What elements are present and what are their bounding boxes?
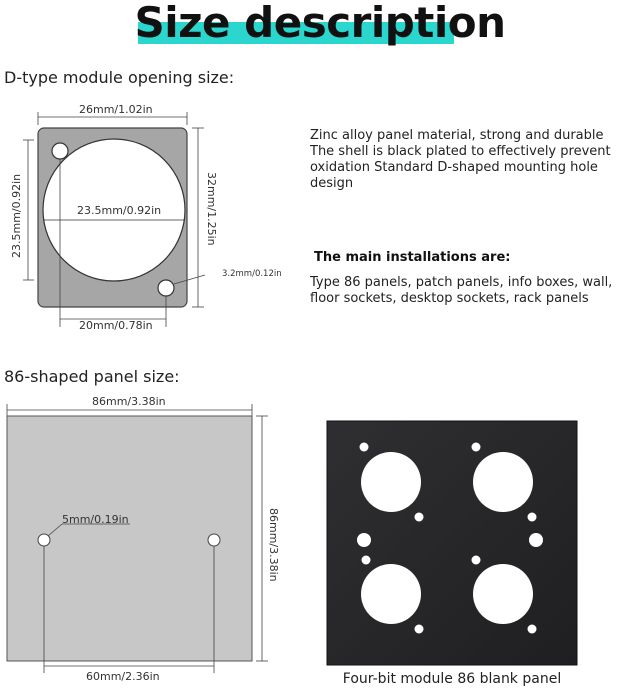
- dtype-left-height-label: 23.5mm/0.92in: [10, 173, 23, 258]
- dtype-drawing: [0, 95, 300, 340]
- description-line-2: The shell is black plated to effectively prevent: [310, 144, 611, 159]
- panel86-hole-label: 5mm/0.19in: [62, 513, 129, 526]
- panel-opening-bottom-right: [473, 564, 533, 624]
- panel-caption: Four-bit module 86 blank panel: [342, 671, 562, 687]
- panel-opening-bottom-left: [361, 564, 421, 624]
- description-line-1: Zinc alloy panel material, strong and durable: [310, 128, 604, 143]
- four-bit-panel-image: [326, 420, 578, 666]
- description-line-3: oxidation Standard D-shaped mounting hole design: [310, 160, 598, 191]
- panel86-drawing: [0, 398, 290, 692]
- dtype-bottom-label: 20mm/0.78in: [79, 319, 153, 332]
- page-title: Size description: [134, 0, 506, 47]
- panel86-height-label: 86mm/3.38in: [267, 508, 280, 582]
- install-line-2: floor sockets, desktop sockets, rack panels: [310, 291, 589, 306]
- dtype-circle-label: 23.5mm/0.92in: [77, 204, 162, 217]
- panel-opening-top-left: [361, 452, 421, 512]
- install-line-1: Type 86 panels, patch panels, info boxes, wall,: [310, 275, 613, 290]
- panel86-spacing-label: 60mm/2.36in: [86, 670, 160, 683]
- dtype-right-height-label: 32mm/1.25in: [205, 172, 218, 246]
- panel86-hole-right: [208, 534, 220, 546]
- dtype-hole-top: [52, 143, 68, 159]
- dtype-heading: D-type module opening size:: [4, 68, 235, 87]
- dtype-hole-label: 3.2mm/0.12in: [222, 269, 282, 279]
- dtype-hole-bottom: [158, 280, 174, 296]
- dtype-width-label: 26mm/1.02in: [79, 103, 153, 116]
- panel-opening-top-right: [473, 452, 533, 512]
- panel86-width-label: 86mm/3.38in: [92, 395, 166, 408]
- panel86-heading: 86-shaped panel size:: [4, 367, 180, 386]
- install-heading: The main installations are:: [314, 250, 511, 265]
- title-area: [0, 0, 640, 50]
